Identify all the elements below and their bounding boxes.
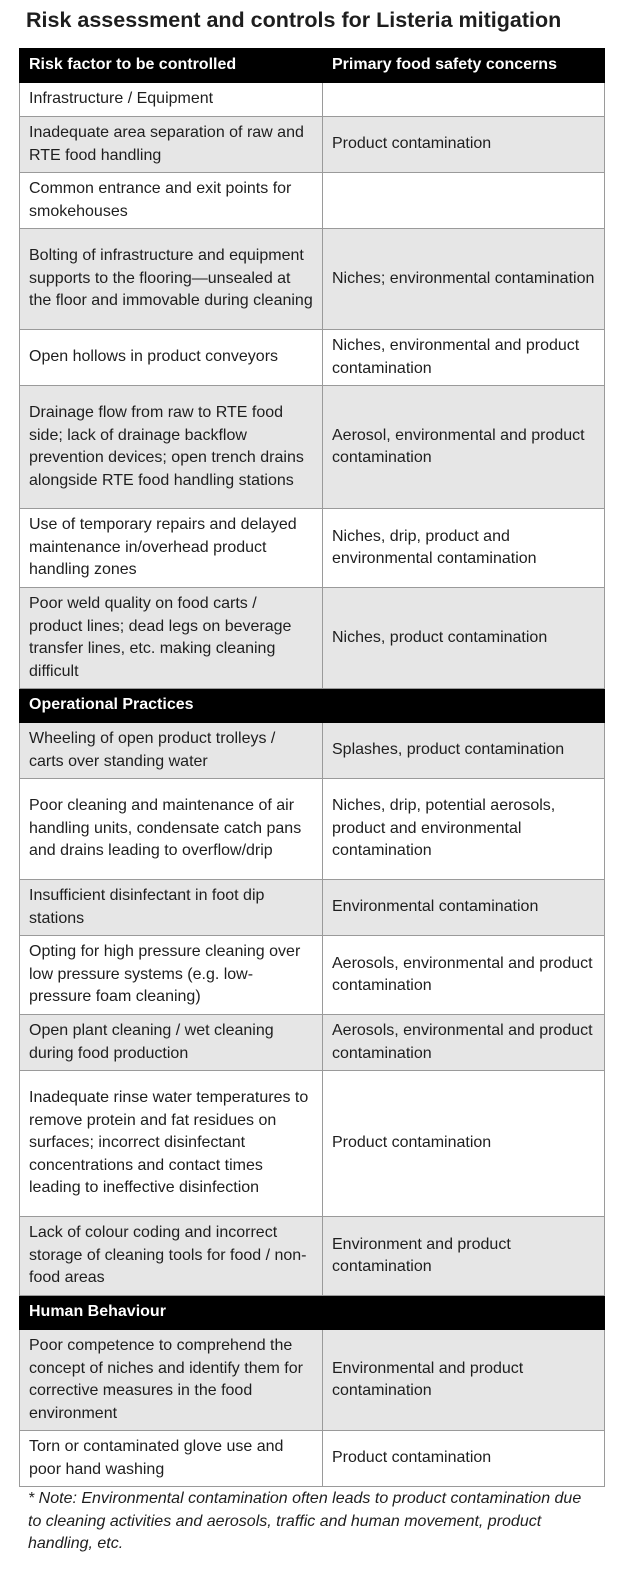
- table-row: [20, 229, 605, 330]
- concern-cell: Niches, product contamination: [323, 588, 605, 689]
- risk-factor-cell: Poor weld quality on food carts / product lines; dead legs on beverage transfer lines, etc. making cleaning difficult: [20, 588, 323, 689]
- risk-factor-cell: Use of temporary repairs and delayed maintenance in/overhead product handling zones: [20, 509, 323, 588]
- section-row-operational-practices: [20, 689, 605, 723]
- footnote: * Note: Environmental contamination often leads to product contamination due to cleaning activities and aerosols, traffic and human movement, product handling, etc.: [28, 1490, 582, 1552]
- risk-factor-cell: Inadequate rinse water temperatures to remove protein and fat residues on surfaces; incorrect disinfectant concentrations and contact times leading to ineffective disinfection: [20, 1071, 323, 1217]
- section-label-infrastructure: Infrastructure / Equipment: [20, 83, 323, 117]
- concern-cell: [323, 173, 605, 229]
- concern-cell: Environmental contamination: [323, 880, 605, 936]
- table-row: [20, 509, 605, 588]
- risk-factor-cell: Inadequate area separation of raw and RTE food handling: [20, 117, 323, 173]
- header-food-safety-concerns: Primary food safety concerns: [323, 49, 605, 83]
- concern-cell: Niches, drip, product and environmental contamination: [323, 509, 605, 588]
- concern-cell: Environment and product contamination: [323, 1217, 605, 1296]
- concern-cell: Aerosols, environmental and product contamination: [323, 936, 605, 1015]
- section-label-human-behaviour: Human Behaviour: [20, 1296, 605, 1330]
- concern-cell: Niches; environmental contamination: [323, 229, 605, 330]
- table-row: [20, 1071, 605, 1217]
- table-body: [20, 83, 605, 1487]
- risk-table: [19, 48, 605, 1487]
- page-title: Risk assessment and controls for Listeria mitigation: [26, 8, 562, 32]
- risk-factor-cell: Common entrance and exit points for smokehouses: [20, 173, 323, 229]
- table-row: [20, 880, 605, 936]
- concern-cell: Environmental and product contamination: [323, 1330, 605, 1431]
- table-row: [20, 173, 605, 229]
- concern-cell: Aerosol, environmental and product contamination: [323, 386, 605, 509]
- table-row: [20, 117, 605, 173]
- risk-factor-cell: Open plant cleaning / wet cleaning during food production: [20, 1015, 323, 1071]
- concern-cell: Aerosols, environmental and product contamination: [323, 1015, 605, 1071]
- risk-factor-cell: Lack of colour coding and incorrect storage of cleaning tools for food / non-food areas: [20, 1217, 323, 1296]
- risk-factor-cell: Open hollows in product conveyors: [20, 330, 323, 386]
- table-row: [20, 330, 605, 386]
- table-row: [20, 386, 605, 509]
- risk-factor-cell: Insufficient disinfectant in foot dip stations: [20, 880, 323, 936]
- header-risk-factor: Risk factor to be controlled: [20, 49, 323, 83]
- risk-factor-cell: Drainage flow from raw to RTE food side; lack of drainage backflow prevention devices; open trench drains alongside RTE food handling stations: [20, 386, 323, 509]
- concern-cell: Product contamination: [323, 1431, 605, 1487]
- table-row: [20, 936, 605, 1015]
- table-row: [20, 723, 605, 779]
- risk-factor-cell: Poor competence to comprehend the concept of niches and identify them for corrective measures in the food environment: [20, 1330, 323, 1431]
- concern-cell: Product contamination: [323, 1071, 605, 1217]
- risk-factor-cell: Poor cleaning and maintenance of air handling units, condensate catch pans and drains leading to overflow/drip: [20, 779, 323, 880]
- concern-cell: Niches, environmental and product contamination: [323, 330, 605, 386]
- table-header-row: [20, 49, 605, 83]
- table-row: [20, 1217, 605, 1296]
- table-row: [20, 1330, 605, 1431]
- concern-cell: Niches, drip, potential aerosols, product and environmental contamination: [323, 779, 605, 880]
- concern-cell: Splashes, product contamination: [323, 723, 605, 779]
- concern-cell: Product contamination: [323, 117, 605, 173]
- risk-factor-cell: Bolting of infrastructure and equipment supports to the flooring—unsealed at the floor and immovable during cleaning: [20, 229, 323, 330]
- table-row: [20, 779, 605, 880]
- empty-cell: [323, 83, 605, 117]
- table-row: [20, 1431, 605, 1487]
- table-header: [20, 49, 605, 83]
- risk-factor-cell: Wheeling of open product trolleys / carts over standing water: [20, 723, 323, 779]
- section-row-human-behaviour: [20, 1296, 605, 1330]
- section-row-infrastructure: [20, 83, 605, 117]
- table-row: [20, 588, 605, 689]
- risk-factor-cell: Torn or contaminated glove use and poor hand washing: [20, 1431, 323, 1487]
- section-label-operational-practices: Operational Practices: [20, 689, 605, 723]
- risk-factor-cell: Opting for high pressure cleaning over low pressure systems (e.g. low-pressure foam cleaning): [20, 936, 323, 1015]
- table-row: [20, 1015, 605, 1071]
